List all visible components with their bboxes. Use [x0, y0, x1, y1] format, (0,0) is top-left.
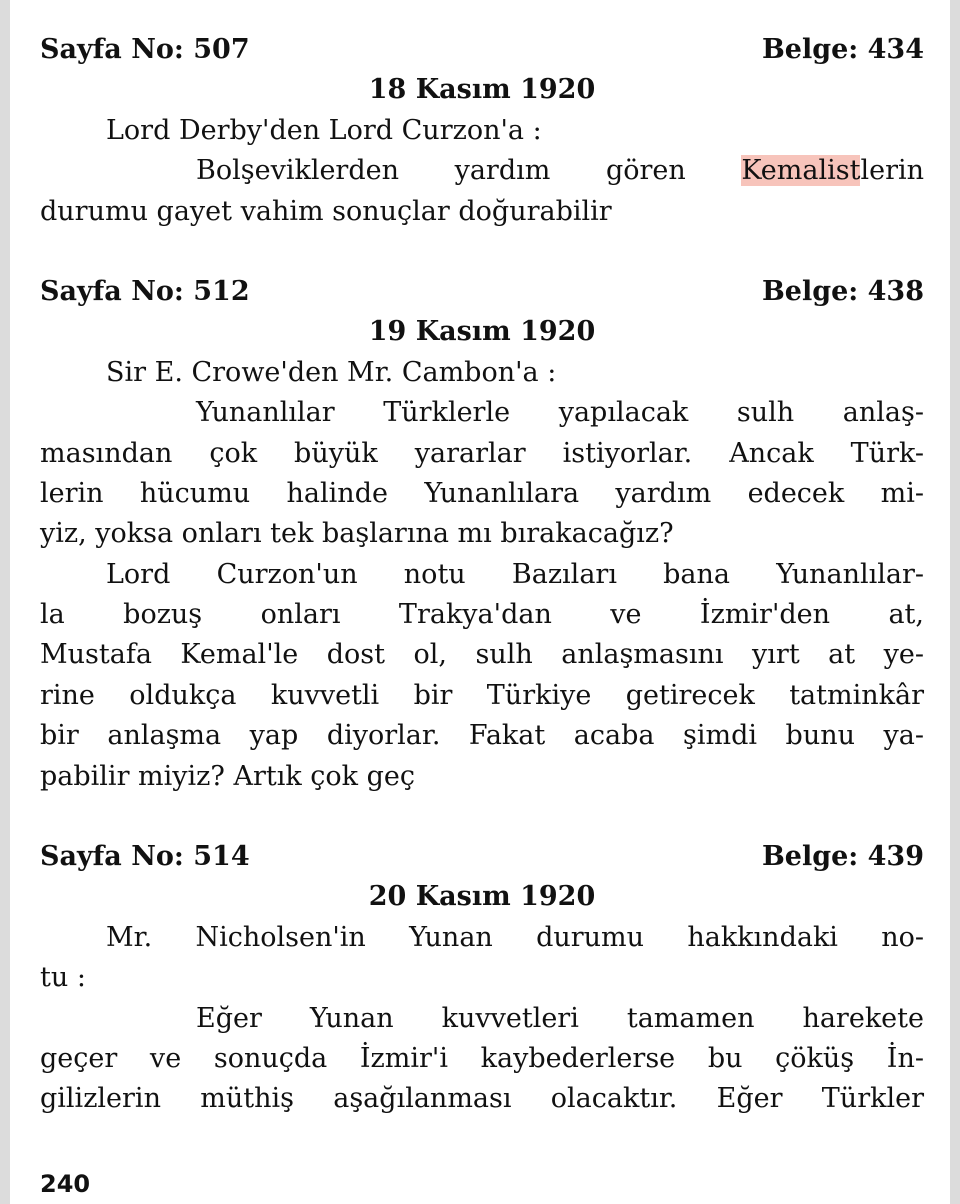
page-folio-number: 240	[40, 1170, 91, 1198]
page-number-label: Sayfa No: 507	[40, 34, 250, 65]
body-line: masından çok büyük yararlar istiyorlar. Ancak Türk-	[40, 437, 924, 469]
entry-header	[40, 837, 924, 877]
entry-heading-text: Sir E. Crowe'den Mr. Cambon'a :	[106, 356, 557, 388]
entry-date: 19 Kasım 1920	[368, 316, 596, 348]
entry-heading-text: Lord Derby'den Lord Curzon'a :	[106, 114, 542, 146]
section-gap	[40, 797, 924, 837]
body-line: lerin hücumu halinde Yunanlılara yardım edecek mi-	[40, 477, 924, 509]
body-line: rine oldukça kuvvetli bir Türkiye getirecek tatminkâr	[40, 679, 924, 711]
body-line: Mustafa Kemal'le dost ol, sulh anlaşmasını yırt at ye-	[40, 639, 924, 671]
entry-heading	[40, 353, 924, 393]
page-number-label: Sayfa No: 512	[40, 275, 250, 307]
body-line: gilizlerin müthiş aşağılanması olacaktır. Eğer Türkler	[40, 1083, 924, 1115]
entry-date: 20 Kasım 1920	[368, 881, 596, 913]
body-text: lerin	[860, 155, 924, 187]
document-number-label: Belge: 438	[761, 275, 924, 307]
body-line: yiz, yoksa onları tek başlarına mı bırakacağız?	[40, 518, 674, 550]
body-line	[40, 192, 924, 232]
entry-date: 18 Kasım 1920	[368, 74, 596, 106]
highlighted-word: Kemalist	[741, 155, 861, 187]
entry-heading	[40, 111, 924, 151]
entry-heading-continued: tu :	[40, 962, 86, 994]
page-number-label: Sayfa No: 514	[40, 841, 250, 873]
entry-header	[40, 272, 924, 312]
body-text: durumu gayet vahim sonuçlar doğurabilir	[40, 195, 612, 227]
body-line	[40, 151, 924, 191]
body-line: bir anlaşma yap diyorlar. Fakat acaba şimdi bunu ya-	[40, 720, 924, 752]
section-gap	[40, 232, 924, 272]
document-number-label: Belge: 439	[761, 841, 924, 873]
body-line: Yunanlılar Türklerle yapılacak sulh anlaş-	[196, 397, 924, 429]
entry-header	[40, 30, 924, 70]
document-page	[10, 0, 950, 1204]
body-line: la bozuş onları Trakya'dan ve İzmir'den at,	[40, 599, 924, 631]
body-line: pabilir miyiz? Artık çok geç	[40, 760, 416, 792]
document-number-label: Belge: 434	[761, 34, 924, 65]
body-text: Bolşeviklerden yardım gören	[196, 155, 742, 187]
body-line: geçer ve sonuçda İzmir'i kaybederlerse bu çöküş İn-	[40, 1042, 924, 1074]
entry-heading: Mr. Nicholsen'in Yunan durumu hakkındaki no-	[106, 921, 924, 953]
body-line: Lord Curzon'un notu Bazıları bana Yunanlılar-	[106, 558, 924, 590]
page-text	[40, 30, 924, 1120]
body-line: Eğer Yunan kuvvetleri tamamen harekete	[196, 1002, 924, 1034]
